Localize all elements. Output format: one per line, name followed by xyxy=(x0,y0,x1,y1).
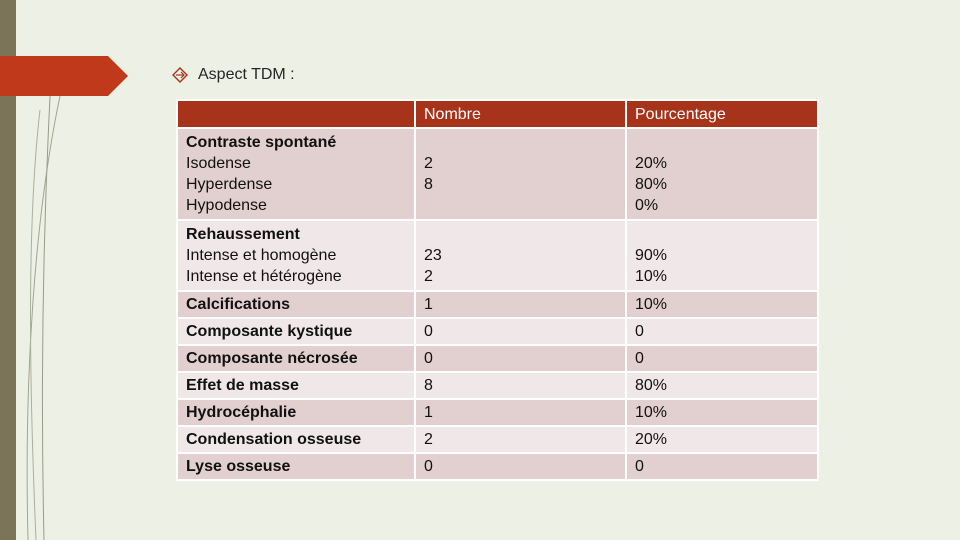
table-row xyxy=(177,372,818,399)
nombre-value: 23 xyxy=(424,247,442,264)
nombre-cell: 8 xyxy=(415,372,626,399)
pourcentage-cell xyxy=(626,128,818,220)
nombre-cell: 0 xyxy=(415,318,626,345)
row-label: Calcifications xyxy=(177,291,415,318)
table-row xyxy=(177,291,818,318)
nombre-cell: 1 xyxy=(415,291,626,318)
row-label: Composante nécrosée xyxy=(177,345,415,372)
sub-label: Hypodense xyxy=(186,197,267,214)
nombre-value xyxy=(424,195,617,216)
nombre-value: 8 xyxy=(424,176,433,193)
pourcentage-value: 20% xyxy=(635,155,668,172)
table-header-row xyxy=(177,100,818,128)
table-row xyxy=(177,345,818,372)
row-label: Lyse osseuse xyxy=(177,453,415,480)
table-row xyxy=(177,128,818,220)
table-row xyxy=(177,399,818,426)
row-label xyxy=(177,128,415,220)
sub-label: Isodense xyxy=(186,155,251,172)
header-cell-pourcentage: Pourcentage xyxy=(626,100,818,128)
accent-tab xyxy=(0,56,128,96)
table-row xyxy=(177,426,818,453)
nombre-cell xyxy=(415,220,626,291)
header-cell-empty xyxy=(177,100,415,128)
nombre-cell: 0 xyxy=(415,345,626,372)
pourcentage-value: 80% xyxy=(635,176,668,193)
title-text: Aspect TDM : xyxy=(198,66,295,83)
row-label: Effet de masse xyxy=(177,372,415,399)
row-label: Composante kystique xyxy=(177,318,415,345)
pourcentage-value: 0% xyxy=(635,197,659,214)
data-table xyxy=(176,99,819,481)
pourcentage-cell: 10% xyxy=(626,291,818,318)
pourcentage-value xyxy=(635,132,809,153)
sub-label: Intense et hétérogène xyxy=(186,268,342,285)
pourcentage-cell xyxy=(626,220,818,291)
sub-label: Intense et homogène xyxy=(186,247,337,264)
nombre-cell xyxy=(415,128,626,220)
pourcentage-cell: 80% xyxy=(626,372,818,399)
diamond-bullet-icon xyxy=(172,67,188,83)
nombre-value: 2 xyxy=(424,268,433,285)
table-row xyxy=(177,318,818,345)
nombre-value xyxy=(424,132,617,153)
group-label: Contraste spontané xyxy=(186,134,337,151)
pourcentage-value: 90% xyxy=(635,247,668,264)
row-label: Condensation osseuse xyxy=(177,426,415,453)
pourcentage-cell: 10% xyxy=(626,399,818,426)
group-label: Rehaussement xyxy=(186,226,300,243)
pourcentage-cell: 0 xyxy=(626,345,818,372)
pourcentage-value: 10% xyxy=(635,268,668,285)
slide-title xyxy=(172,66,295,84)
pourcentage-cell: 20% xyxy=(626,426,818,453)
table-row xyxy=(177,453,818,480)
nombre-cell: 0 xyxy=(415,453,626,480)
nombre-value xyxy=(424,224,617,245)
nombre-cell: 1 xyxy=(415,399,626,426)
table-row xyxy=(177,220,818,291)
row-label: Hydrocéphalie xyxy=(177,399,415,426)
nombre-value: 2 xyxy=(424,155,433,172)
pourcentage-value xyxy=(635,224,809,245)
sub-label: Hyperdense xyxy=(186,176,273,193)
pourcentage-cell: 0 xyxy=(626,453,818,480)
header-cell-nombre: Nombre xyxy=(415,100,626,128)
pourcentage-cell: 0 xyxy=(626,318,818,345)
nombre-cell: 2 xyxy=(415,426,626,453)
row-label xyxy=(177,220,415,291)
